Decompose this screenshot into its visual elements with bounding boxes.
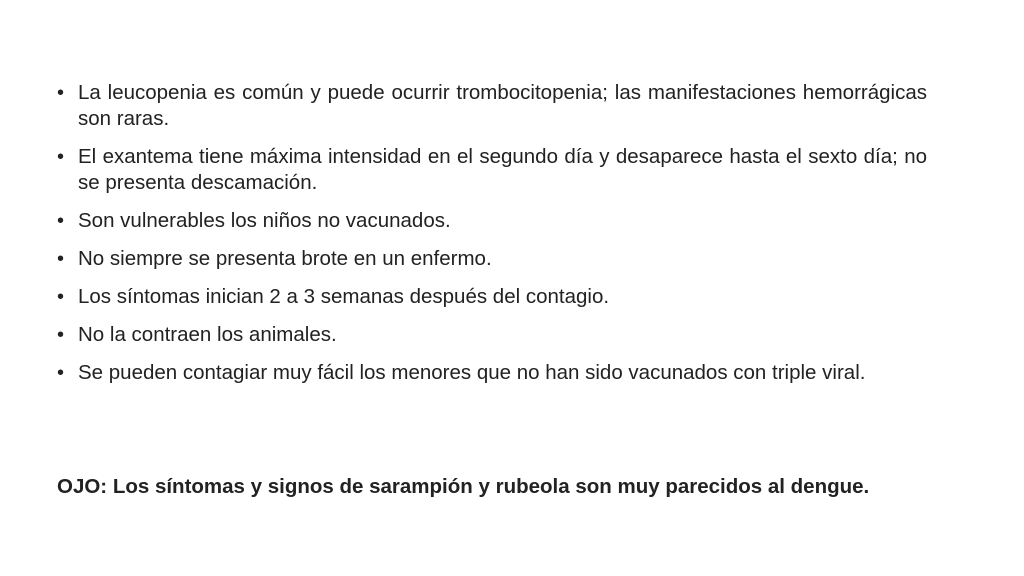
bullet-text: No siempre se presenta brote en un enfermo. — [78, 247, 492, 270]
bullet-dot-icon: • — [57, 324, 65, 346]
bullet-dot-icon: • — [57, 146, 65, 168]
bullet-text: Son vulnerables los niños no vacunados. — [78, 209, 451, 232]
list-item — [57, 80, 927, 132]
slide-content — [57, 80, 927, 398]
bullet-text: Los síntomas inician 2 a 3 semanas después del contagio. — [78, 285, 610, 308]
list-item — [57, 360, 927, 386]
list-item — [57, 284, 927, 310]
bullet-text: No la contraen los animales. — [78, 323, 337, 346]
bullet-text: Se pueden contagiar muy fácil los menores que no han sido vacunados con triple viral. — [78, 361, 866, 384]
list-item — [57, 246, 927, 272]
warning-note: OJO: Los síntomas y signos de sarampión y rubeola son muy parecidos al dengue. — [57, 475, 870, 498]
list-item — [57, 208, 927, 234]
bullet-text: La leucopenia es común y puede ocurrir trombocitopenia; las manifestaciones hemorrágicas son raras. — [78, 81, 927, 130]
bullet-list — [57, 80, 927, 386]
bullet-dot-icon: • — [57, 210, 65, 232]
bullet-text: El exantema tiene máxima intensidad en el segundo día y desaparece hasta el sexto día; no se presenta descamación. — [78, 145, 927, 194]
list-item — [57, 144, 927, 196]
list-item — [57, 322, 927, 348]
bullet-dot-icon: • — [57, 362, 65, 384]
bullet-dot-icon: • — [57, 82, 65, 104]
bullet-dot-icon: • — [57, 248, 65, 270]
bullet-dot-icon: • — [57, 286, 65, 308]
